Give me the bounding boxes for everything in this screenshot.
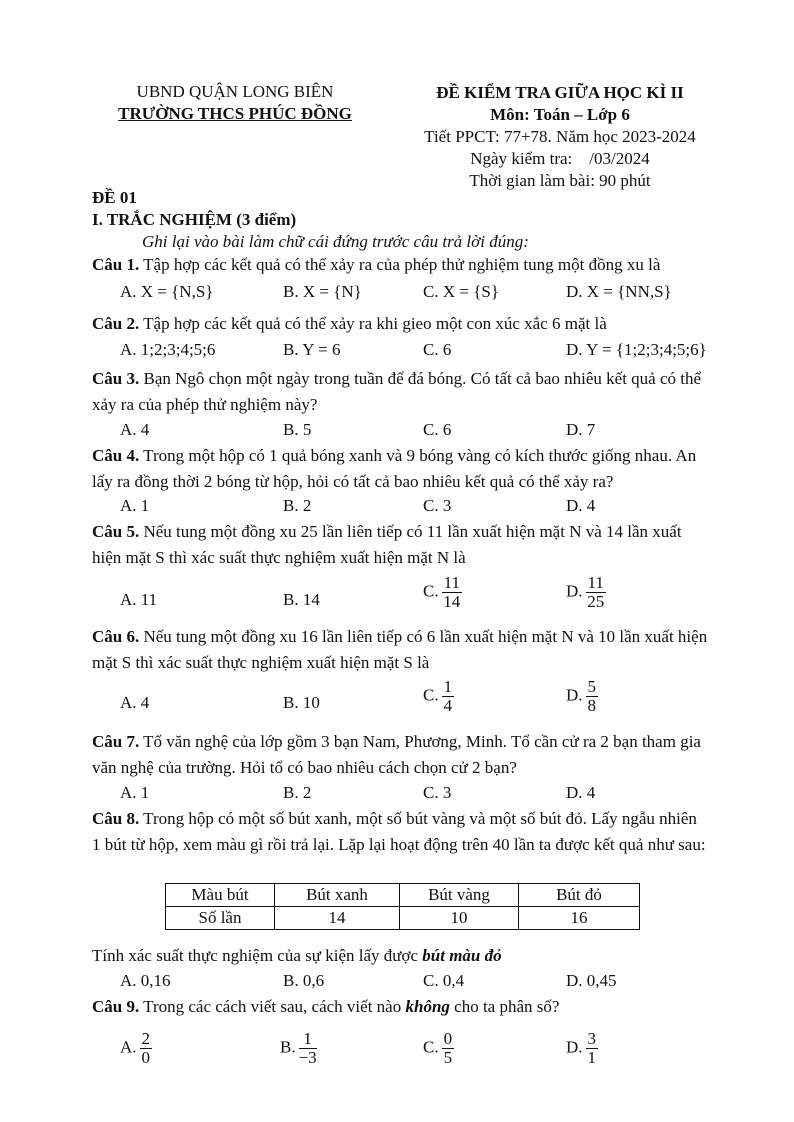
option-letter: C.: [423, 685, 439, 705]
question-8-ask: [92, 946, 502, 966]
table-cell: 16: [519, 907, 640, 930]
question-emphasis: không: [405, 997, 450, 1016]
question-2: [92, 311, 708, 337]
fraction: [586, 1030, 599, 1067]
question-text: Trong một hộp có 1 quả bóng xanh và 9 bóng vàng có kích thước giống nhau. An lấy ra đồng thời 2 bóng từ hộp, hỏi có tất cả bao nhiêu kết quả có thể xảy ra?: [92, 446, 697, 491]
question-text: Tập hợp các kết quả có thể xảy ra khi gieo một con xúc xắc 6 mặt là: [139, 314, 607, 333]
fraction: [586, 574, 606, 611]
option-letter: C.: [423, 581, 439, 601]
option-letter: D.: [566, 1037, 583, 1057]
question-5: [92, 519, 708, 571]
fraction: [586, 678, 599, 715]
results-table: [165, 883, 640, 930]
table-header-cell: Bút vàng: [400, 884, 519, 907]
fraction: [442, 574, 462, 611]
table-header-cell: Bút xanh: [275, 884, 400, 907]
denominator: 5: [443, 1048, 453, 1067]
option-d: D. 7: [566, 420, 596, 439]
instruction: Ghi lại vào bài làm chữ cái đứng trước câu trả lời đúng:: [142, 232, 529, 251]
numerator: 11: [587, 573, 604, 592]
option-letter: C.: [423, 1037, 439, 1057]
option-c: C. 6: [423, 420, 452, 439]
question-1: [92, 252, 708, 278]
option-a: A. 1: [120, 496, 150, 515]
question-6: [92, 624, 708, 676]
option-letter: D.: [566, 685, 583, 705]
question-text: Bạn Ngô chọn một ngày trong tuần để đá bóng. Có tất cả bao nhiêu kết quả có thể xảy ra của phép thử nghiệm này?: [92, 369, 702, 414]
question-label: Câu 8.: [92, 809, 140, 828]
option-a: A. 4: [120, 420, 150, 439]
option-d: D. X = {NN,S}: [566, 282, 672, 301]
question-label: Câu 3.: [92, 369, 140, 388]
option-c: C. 3: [423, 496, 452, 515]
question-text-end: cho ta phân số?: [449, 997, 560, 1016]
question-text: Tập hợp các kết quả có thể xảy ra của phép thử nghiệm tung một đồng xu là: [139, 255, 661, 274]
option-a: A. 1;2;3;4;5;6: [120, 340, 216, 359]
question-8: [92, 806, 708, 858]
question-label: Câu 4.: [92, 446, 140, 465]
question-text: Nếu tung một đồng xu 25 lần liên tiếp có 11 lần xuất hiện mặt N và 14 lần xuất hiện mặt S thì xác suất thực nghiệm xuất hiện mặt N là: [92, 522, 682, 567]
numerator: 0: [443, 1029, 453, 1048]
denominator: 8: [587, 696, 597, 715]
denominator: 14: [443, 592, 461, 611]
numerator: 11: [443, 573, 460, 592]
district-name: UBND QUẬN LONG BIÊN: [136, 82, 334, 101]
exam-code: ĐỀ 01: [92, 188, 137, 207]
option-d: D. Y = {1;2;3;4;5;6}: [566, 340, 707, 359]
fraction: [442, 678, 455, 715]
table-row: [166, 884, 640, 907]
question-label: Câu 9.: [92, 997, 140, 1016]
option-b: B. 14: [283, 590, 320, 609]
option-a: A. 0,16: [120, 971, 171, 990]
numerator: 1: [443, 677, 453, 696]
option-c: C. X = {S}: [423, 282, 499, 301]
question-text: Tổ văn nghệ của lớp gồm 3 bạn Nam, Phương, Minh. Tổ cần cử ra 2 bạn tham gia văn nghệ của trường. Hỏi tổ có bao nhiêu cách chọn cử 2 bạn?: [92, 732, 701, 777]
question-label: Câu 1.: [92, 255, 140, 274]
question-3: [92, 366, 708, 418]
option-d: D. 0,45: [566, 971, 617, 990]
school-name: TRƯỜNG THCS PHÚC ĐỒNG: [118, 104, 352, 124]
ask-text: Tính xác suất thực nghiệm của sự kiện lấy được: [92, 946, 423, 965]
table-cell: 14: [275, 907, 400, 930]
option-c: [423, 574, 462, 611]
periods: Tiết PPCT: 77+78. Năm học 2023-2024: [424, 127, 696, 146]
table-row: [166, 907, 640, 930]
numerator: 1: [299, 1030, 317, 1049]
ask-emphasis: bút màu đỏ: [422, 946, 502, 965]
option-d: D. 4: [566, 783, 596, 802]
header-right: [405, 82, 715, 192]
option-c: [423, 1030, 454, 1067]
option-a: A. X = {N,S}: [120, 282, 214, 301]
option-b: B. 2: [283, 783, 312, 802]
option-letter: A.: [120, 1037, 137, 1057]
section-title: I. TRẮC NGHIỆM (3 điểm): [92, 210, 297, 229]
question-4: [92, 443, 708, 495]
option-a: [120, 1030, 152, 1067]
numerator: 5: [587, 677, 597, 696]
option-a: A. 4: [120, 693, 150, 712]
table-header-cell: Bút đỏ: [519, 884, 640, 907]
option-b: B. Y = 6: [283, 340, 341, 359]
table-cell: Số lần: [166, 907, 275, 930]
header-left: [110, 82, 360, 125]
question-label: Câu 2.: [92, 314, 140, 333]
denominator: 0: [141, 1048, 151, 1067]
option-b: [280, 1030, 317, 1067]
exam-title: ĐỀ KIỂM TRA GIỮA HỌC KÌ II: [436, 83, 684, 102]
option-c: C. 6: [423, 340, 452, 359]
fraction: [299, 1030, 317, 1067]
question-text: Trong các cách viết sau, cách viết nào: [139, 997, 406, 1016]
table-cell: 10: [400, 907, 519, 930]
denominator: 4: [443, 696, 453, 715]
numerator: 3: [587, 1029, 597, 1048]
option-letter: D.: [566, 581, 583, 601]
option-c: [423, 678, 454, 715]
question-label: Câu 5.: [92, 522, 140, 541]
denominator: 25: [587, 592, 605, 611]
numerator: 2: [141, 1029, 151, 1048]
option-b: B. 5: [283, 420, 312, 439]
option-d: D. 4: [566, 496, 596, 515]
option-d: [566, 574, 606, 611]
fraction: [442, 1030, 455, 1067]
question-text: Trong hộp có một số bút xanh, một số bút vàng và một số bút đỏ. Lấy ngẫu nhiên 1 bút từ hộp, xem màu gì rồi trả lại. Lặp lại hoạt động trên 40 lần ta được kết quả như sau:: [92, 809, 706, 854]
exam-date: Ngày kiểm tra: /03/2024: [470, 149, 650, 168]
denominator: 1: [587, 1048, 597, 1067]
table-header-cell: Màu bút: [166, 884, 275, 907]
option-letter: B.: [280, 1037, 296, 1057]
question-text: Nếu tung một đồng xu 16 lần liên tiếp có 6 lần xuất hiện mặt N và 10 lần xuất hiện mặt S thì xác suất thực nghiệm xuất hiện mặt S là: [92, 627, 708, 672]
denominator: −3: [298, 1048, 317, 1067]
question-label: Câu 6.: [92, 627, 140, 646]
option-d: [566, 1030, 598, 1067]
option-b: B. 2: [283, 496, 312, 515]
option-c: C. 3: [423, 783, 452, 802]
question-7: [92, 729, 708, 781]
question-label: Câu 7.: [92, 732, 140, 751]
question-9: [92, 997, 559, 1017]
duration: Thời gian làm bài: 90 phút: [469, 171, 651, 190]
option-d: [566, 678, 598, 715]
subject: Môn: Toán – Lớp 6: [490, 105, 630, 124]
option-a: A. 1: [120, 783, 150, 802]
fraction: [140, 1030, 153, 1067]
option-b: B. X = {N}: [283, 282, 362, 301]
option-c: C. 0,4: [423, 971, 465, 990]
option-b: B. 10: [283, 693, 320, 712]
option-a: A. 11: [120, 590, 158, 609]
option-b: B. 0,6: [283, 971, 325, 990]
